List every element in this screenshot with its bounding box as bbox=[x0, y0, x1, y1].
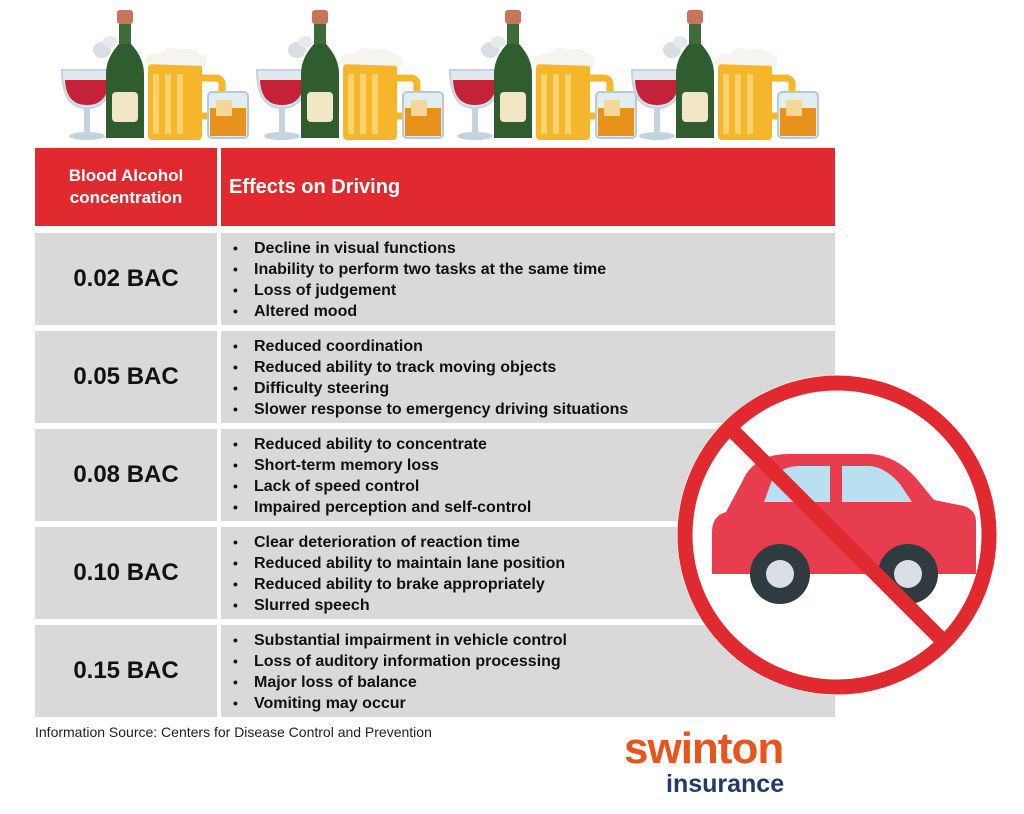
header-effects-on-driving: Effects on Driving bbox=[229, 175, 401, 198]
effect-item: • Reduced ability to concentrate bbox=[233, 434, 835, 455]
drinks-group bbox=[245, 8, 445, 144]
drinks-illustration bbox=[50, 8, 830, 144]
effect-item: • Reduced coordination bbox=[233, 336, 835, 357]
effect-item: • Slurred speech bbox=[233, 595, 835, 616]
effect-item: • Reduced ability to maintain lane position bbox=[233, 553, 835, 574]
effect-item: • Decline in visual functions bbox=[233, 238, 835, 259]
effect-item: • Substantial impairment in vehicle control bbox=[233, 630, 835, 651]
effect-item: • Major loss of balance bbox=[233, 672, 835, 693]
no-car-icon bbox=[672, 370, 1002, 700]
table-header bbox=[35, 148, 835, 226]
effect-item: • Altered mood bbox=[233, 301, 835, 322]
whisky-glass-icon bbox=[403, 92, 443, 138]
wine-glass-icon bbox=[62, 70, 112, 140]
wine-glass-icon bbox=[632, 70, 682, 140]
bac-level: 0.05 BAC bbox=[35, 331, 221, 423]
bac-level: 0.08 BAC bbox=[35, 429, 221, 521]
whisky-glass-icon bbox=[778, 92, 818, 138]
effect-item: • Short-term memory loss bbox=[233, 455, 835, 476]
whisky-glass-icon bbox=[208, 92, 248, 138]
effect-item: • Clear deterioration of reaction time bbox=[233, 532, 835, 553]
table-row bbox=[35, 233, 835, 325]
effect-item: • Loss of judgement bbox=[233, 280, 835, 301]
effect-item: • Slower response to emergency driving situations bbox=[233, 399, 835, 420]
effect-item: • Inability to perform two tasks at the same time bbox=[233, 259, 835, 280]
brand-subtitle: insurance bbox=[666, 770, 785, 798]
effect-item: • Reduced ability to brake appropriately bbox=[233, 574, 835, 595]
wine-glass-icon bbox=[450, 70, 500, 140]
wine-glass-icon bbox=[257, 70, 307, 140]
bac-level: 0.10 BAC bbox=[35, 527, 221, 619]
effect-item: • Loss of auditory information processing bbox=[233, 651, 835, 672]
effect-item: • Impaired perception and self-control bbox=[233, 497, 835, 518]
effects-list bbox=[221, 233, 835, 325]
effect-item: • Lack of speed control bbox=[233, 476, 835, 497]
bac-level: 0.15 BAC bbox=[35, 625, 221, 717]
bac-level: 0.02 BAC bbox=[35, 233, 221, 325]
information-source: Information Source: Centers for Disease Control and Prevention bbox=[35, 724, 432, 740]
effect-item: • Reduced ability to track moving objects bbox=[233, 357, 835, 378]
drinks-group bbox=[50, 8, 250, 144]
swinton-insurance-logo bbox=[624, 724, 854, 798]
header-bac-concentration: Blood Alcohol concentration bbox=[35, 148, 221, 226]
effect-item: • Vomiting may occur bbox=[233, 693, 835, 714]
effect-item: • Difficulty steering bbox=[233, 378, 835, 399]
brand-name: swinton bbox=[624, 724, 784, 773]
drinks-group bbox=[620, 8, 820, 144]
drinks-group bbox=[438, 8, 638, 144]
